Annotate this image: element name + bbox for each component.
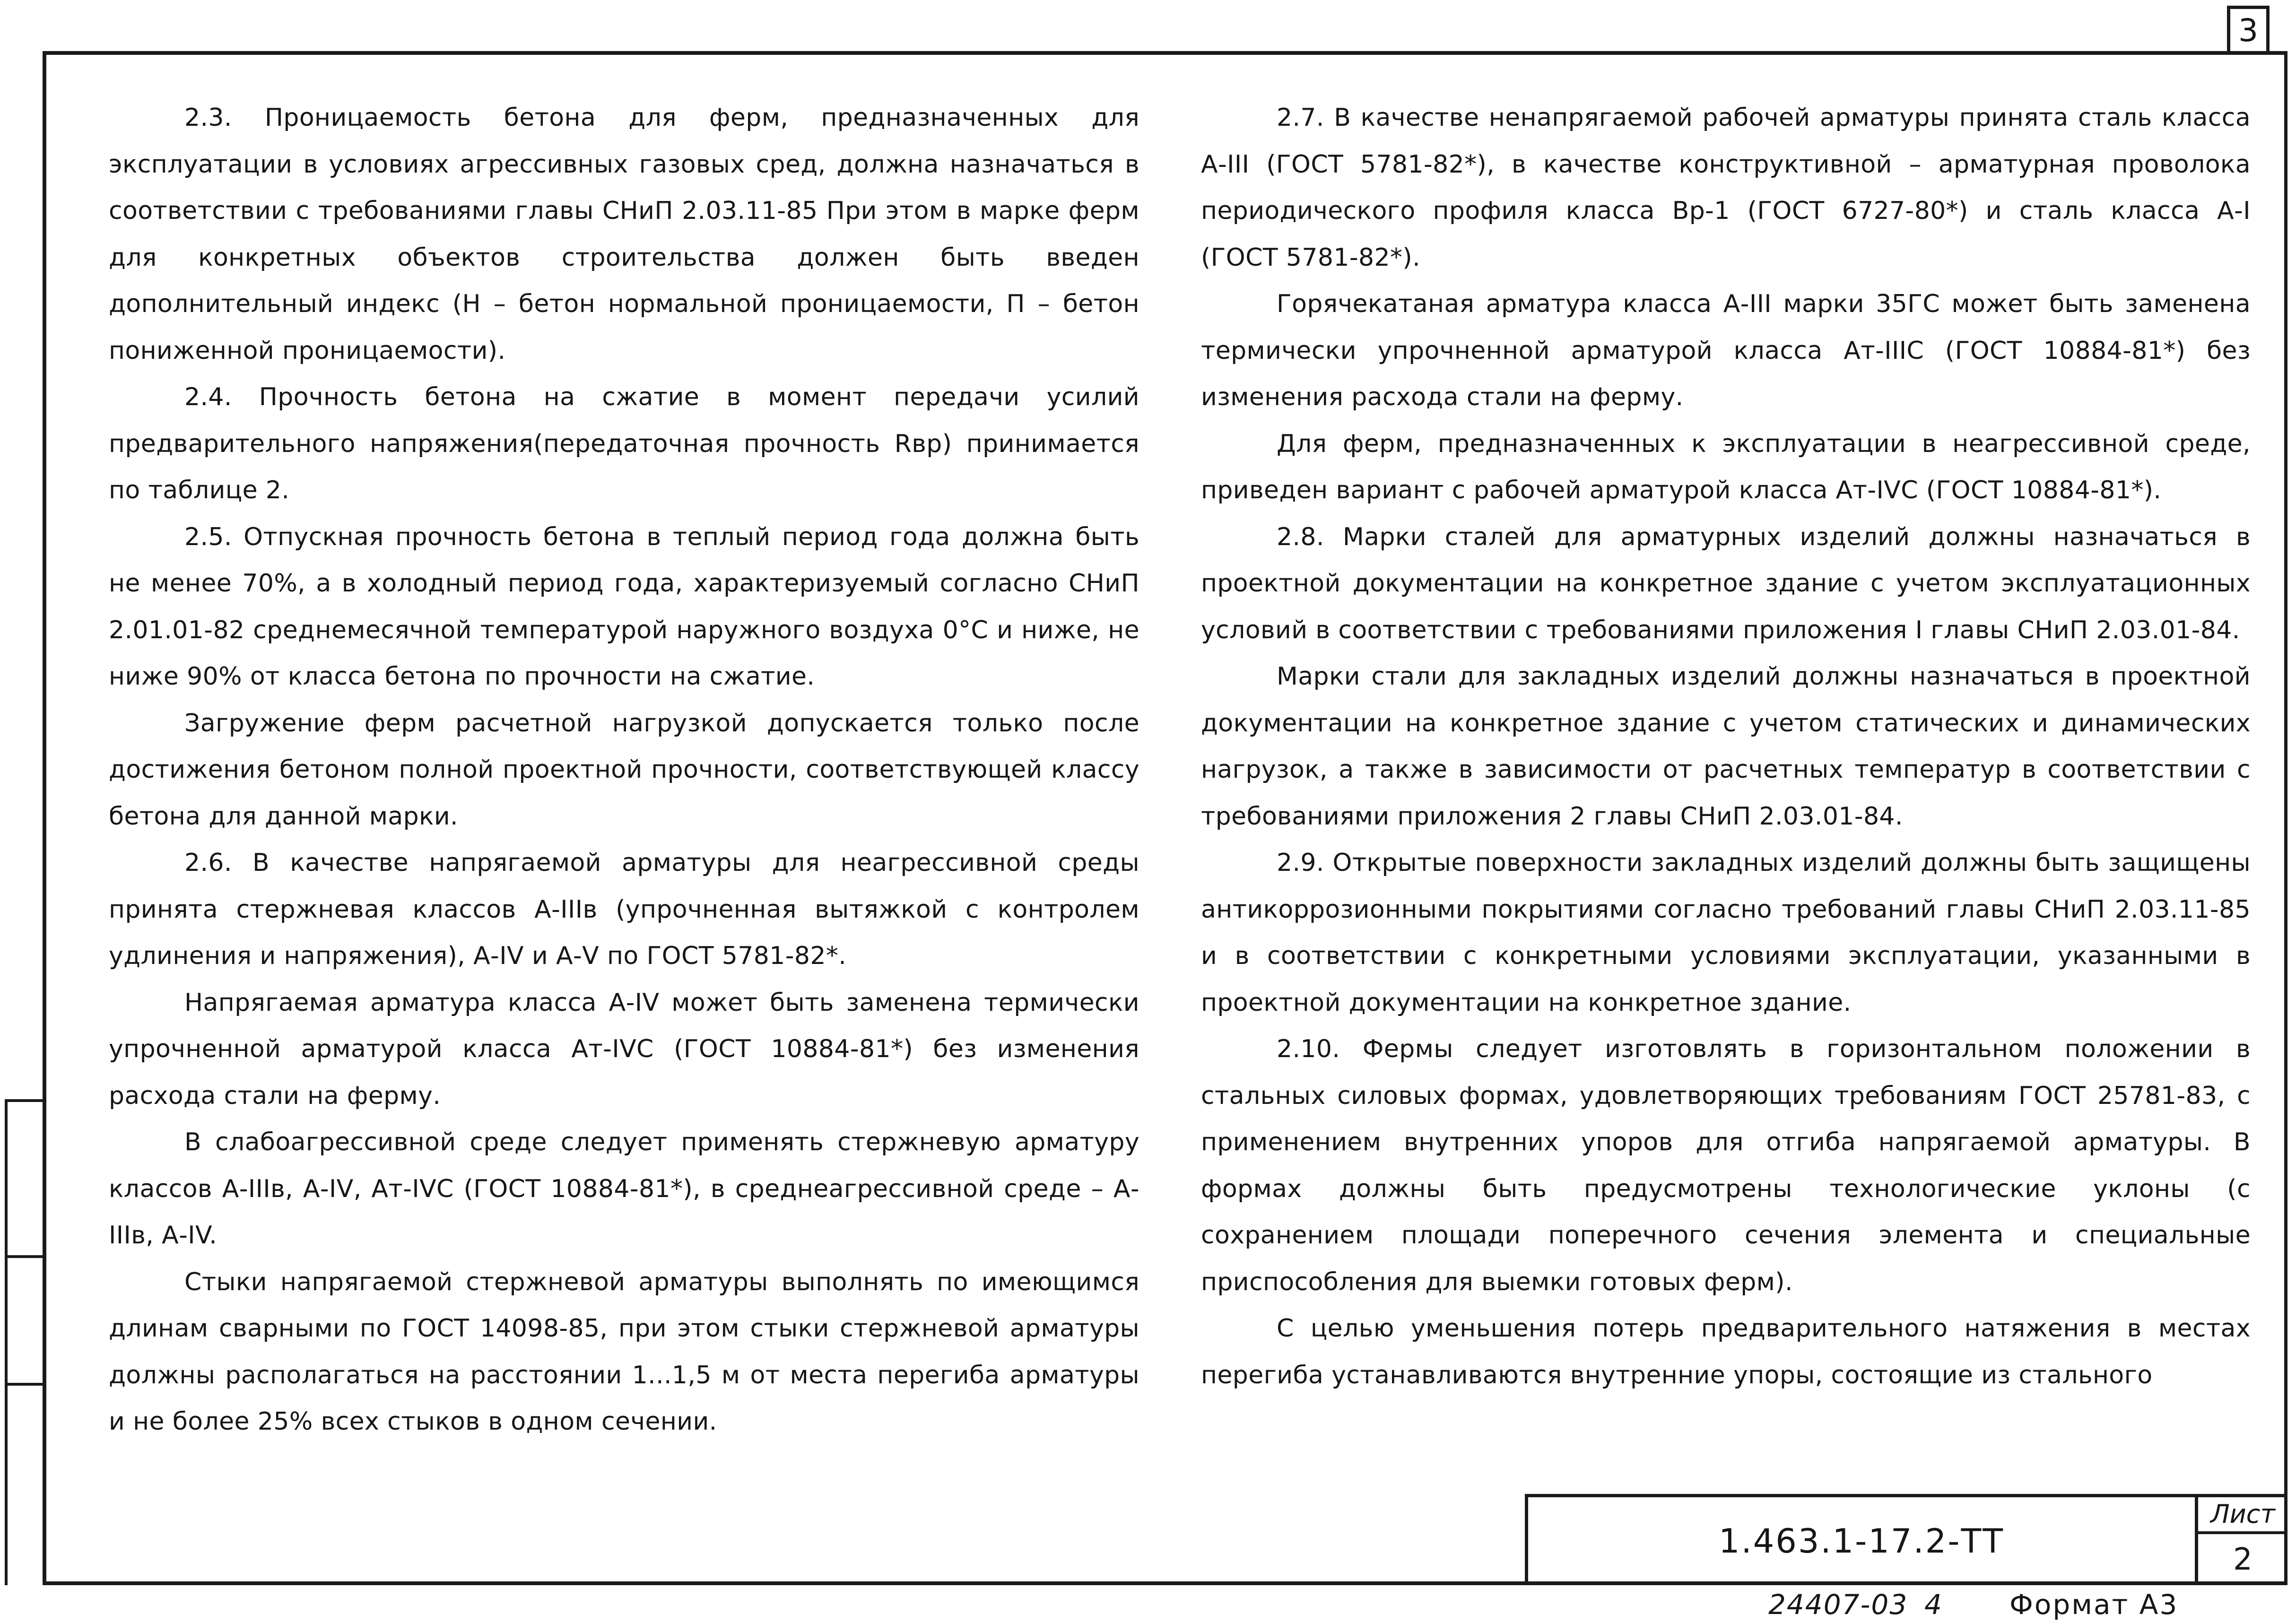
sheet-label: Лист [2198, 1497, 2287, 1534]
paragraph-reinforcement-replacement: Напрягаемая арматура класса А-IV может быть заменена термически упрочненной арматурой класса Ат-IVС (ГОСТ 10884-81*) без изменения расхода стали на ферму. [109, 988, 1139, 1110]
binding-strip-divider [5, 1383, 43, 1386]
corner-sheet-number: 3 [2227, 6, 2270, 51]
paragraph-2-7: 2.7. В качестве ненапрягаемой рабочей арматуры принята сталь класса А-III (ГОСТ 5781-82*), в качестве конструктивной – арматурная проволока периодического профиля класса Вр-1 (ГОСТ 6727-80*) и сталь класса А-I (ГОСТ 5781-82*). [1201, 104, 2251, 272]
right-text-column [1201, 95, 2251, 1398]
paragraph-2-9: 2.9. Открытые поверхности закладных изделий должны быть защищены антикоррозионными покрытиями согласно требований главы СНиП 2.03.11-85 и в соответствии с конкретными условиями эксплуатации, указанными в проектной документации на конкретное здание. [1201, 849, 2251, 1017]
paragraph-non-aggressive: Для ферм, предназначенных к эксплуатации в неагрессивной среде, приведен вариант с рабочей арматурой класса Ат-IVС (ГОСТ 10884-81*). [1201, 429, 2251, 504]
binding-strip [5, 1099, 43, 1585]
page-number: 4 [1924, 1588, 1942, 1621]
inventory-number: 24407-03 [1768, 1588, 1908, 1621]
sheet-number: 2 [2233, 1542, 2253, 1577]
binding-strip-divider [5, 1255, 43, 1258]
paper-format: Формат А3 [2009, 1588, 2179, 1621]
binding-strip-divider [5, 1099, 43, 1102]
title-block [1525, 1494, 2287, 1585]
paragraph-2-6: 2.6. В качестве напрягаемой арматуры для неагрессивной среды принята стержневая классов А-IIIв (упрочненная вытяжкой с контролем удлинения и напряжения), А-IV и А-V по ГОСТ 5781-82*. [109, 849, 1139, 970]
paragraph-weak-aggressive: В слабоагрессивной среде следует применять стержневую арматуру классов А-IIIв, А-IV, Ат-IVС (ГОСТ 10884-81*), в среднеагрессивной среде – А-IIIв, А-IV. [109, 1128, 1139, 1250]
paragraph-2-8: 2.8. Марки сталей для арматурных изделий должны назначаться в проектной документации на конкретное здание с учетом эксплуатационных условий в соответствии с требованиями приложения I главы СНиП 2.03.01-84. [1201, 522, 2251, 644]
footer [1768, 1586, 2288, 1623]
paragraph-2-4: 2.4. Прочность бетона на сжатие в момент передачи усилий предварительного напряжения(передаточная прочность Rвр) принимается по таблице 2. [109, 383, 1139, 504]
paragraph-hot-rolled: Горячекатаная арматура класса А-III марки 35ГС может быть заменена термически упрочненной арматурой класса Ат-IIIС (ГОСТ 10884-81*) без изменения расхода стали на ферму. [1201, 290, 2251, 411]
left-text-column [109, 95, 1139, 1445]
paragraph-2-3: 2.3. Проницаемость бетона для ферм, предназначенных для эксплуатации в условиях агрессивных газовых сред, должна назначаться в соответствии с требованиями главы СНиП 2.03.11-85 При этом в марке ферм для конкретных объектов строительства должен быть введен дополнительный индекс (Н – бетон нормальной проницаемости, П – бетон пониженной проницаемости). [109, 104, 1139, 365]
paragraph-2-10: 2.10. Фермы следует изготовлять в горизонтальном положении в стальных силовых формах, удовлетворяющих требованиям ГОСТ 25781-83, с применением внутренних упоров для отгиба напрягаемой арматуры. В формах должны быть предусмотрены технологические уклоны (с сохранением площади поперечного сечения элемента и специальные приспособления для выемки готовых ферм). [1201, 1035, 2251, 1296]
paragraph-embedded-steel: Марки стали для закладных изделий должны назначаться в проектной документации на конкретное здание с учетом статических и динамических нагрузок, а также в зависимости от расчетных температур в соответствии с требованиями приложения 2 главы СНиП 2.03.01-84. [1201, 662, 2251, 831]
paragraph-2-5: 2.5. Отпускная прочность бетона в теплый период года должна быть не менее 70%, а в холодный период года, характеризуемый согласно СНиП 2.01.01-82 среднемесячной температурой наружного воздуха 0°С и ниже, не ниже 90% от класса бетона по прочности на сжатие. [109, 522, 1139, 691]
document-code: 1.463.1-17.2-ТТ [1718, 1522, 2005, 1561]
paragraph-losses: С целью уменьшения потерь предварительного натяжения в местах перегиба устанавливаются внутренние упоры, состоящие из стального [1201, 1314, 2251, 1389]
paragraph-joints: Стыки напрягаемой стержневой арматуры выполнять по имеющимся длинам сварными по ГОСТ 14098-85, при этом стыки стержневой арматуры должны располагаться на расстоянии 1...1,5 м от места перегиба арматуры и не более 25% всех стыков в одном сечении. [109, 1267, 1139, 1436]
paragraph-loading: Загружение ферм расчетной нагрузкой допускается только после достижения бетоном полной проектной прочности, соответствующей классу бетона для данной марки. [109, 709, 1139, 831]
sheet-cell [2195, 1497, 2287, 1585]
